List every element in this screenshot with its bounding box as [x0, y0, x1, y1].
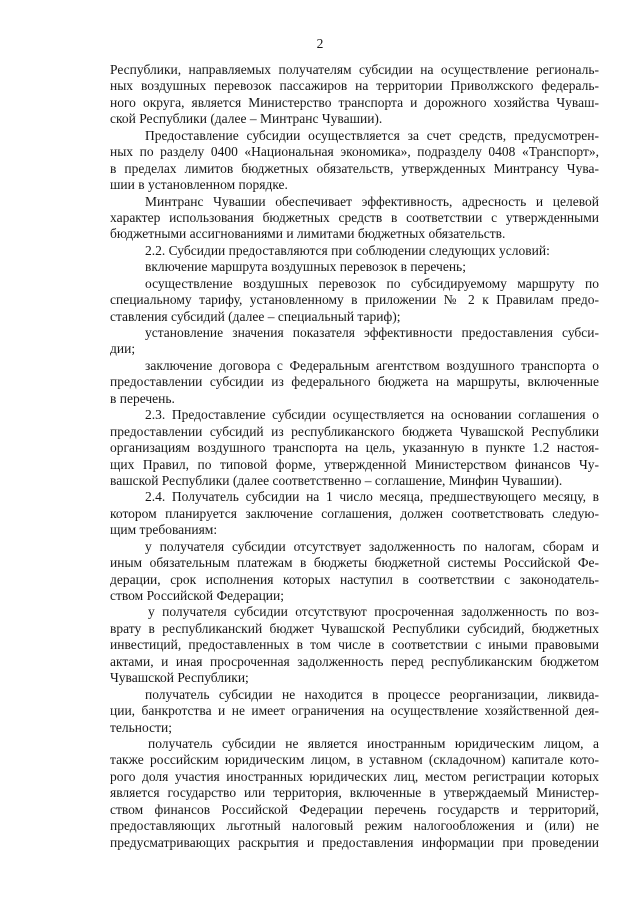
text-line: тельности; [110, 719, 172, 735]
text-line: организациям воздушного транспорта на цель, указанную в пункте 1.2 настоя- [110, 440, 599, 456]
text-line: бюджетными ассигнованиями и лимитами бюджетных обязательств. [110, 226, 506, 242]
text-line: Чувашской Республики; [110, 670, 249, 686]
text-line: в перечень. [110, 390, 175, 406]
text-line: щим требованиям: [110, 522, 218, 538]
text-line: дии; [110, 341, 136, 357]
text-line: характер использования бюджетных средств в соответствии с утвержденными [110, 209, 599, 225]
text-line: дерации, срок исполнения которых наступил в соответствии с законодатель- [110, 571, 599, 587]
text-line: ской Республики (далее – Минтранс Чувашии). [110, 111, 383, 127]
text-line: 2.2. Субсидии предоставляются при соблюдении следующих условий: [145, 242, 550, 258]
text-line: Республики, направляемых получателям субсидии на осуществление региональ- [110, 62, 599, 77]
text-line: заключение договора с Федеральным агентством воздушного транспорта о [145, 357, 599, 373]
text-line: предоставлении субсидий из республиканского бюджета Чувашской Республики [110, 423, 599, 439]
text-line: у получателя субсидии отсутствуют просроченная задолженность по воз- [148, 604, 599, 620]
body-text [110, 62, 599, 851]
text-line: котором планируется заключение соглашения, должен соответствовать следую- [110, 505, 599, 521]
text-line: предусматривающих раскрытия и предоставления информации при проведении [110, 834, 599, 850]
text-line: ством финансов Российской Федерации перечень государств и территорий, [110, 801, 599, 817]
text-line: шии в установленном порядке. [110, 177, 288, 193]
text-line: иным обязательным платежам в бюджеты бюджетной системы Российской Фе- [110, 555, 599, 571]
text-line: вашской Республики (далее соответственно – соглашение, Минфин Чувашии). [110, 472, 563, 488]
text-line: предоставляющих льготный налоговый режим налогообложения и (или) не [110, 818, 599, 834]
text-line: актами, и иная просроченная задолженность перед республиканским бюджетом [110, 653, 599, 669]
text-line: у получателя субсидии отсутствует задолженность по налогам, сборам и [145, 538, 599, 554]
page-number: 2 [316, 36, 324, 51]
text-line: ставления субсидий (далее – специальный тариф); [110, 308, 401, 324]
text-line: также российским юридическим лицом, в уставном (складочном) капитале кото- [110, 752, 599, 768]
text-line: установление значения показателя эффективности предоставления субси- [145, 325, 599, 340]
text-line: специальному тарифу, установленному в приложении № 2 к Правилам предо- [110, 292, 599, 308]
text-line: осуществление воздушных перевозок по субсидируемому маршруту по [145, 275, 599, 291]
text-line: ции, банкротства и не имеет ограничения на осуществление хозяйственной дея- [110, 703, 599, 719]
text-line: инвестиций, предоставленных в том числе в соответствии с иными правовыми [110, 637, 599, 653]
text-line: 2.4. Получатель субсидии на 1 число месяца, предшествующего месяцу, в [145, 489, 599, 505]
text-line: получатель субсидии не является иностранным юридическим лицом, а [148, 735, 599, 751]
text-line: ных по разделу 0400 «Национальная экономика», подразделу 0408 «Транспорт», [110, 144, 599, 160]
text-line: включение маршрута воздушных перевозок в перечень; [145, 259, 466, 275]
text-line: является государство или территория, включенные в утверждаемый Министер- [110, 785, 599, 801]
text-line: ных воздушных перевозок пассажиров на территории Приволжского федераль- [110, 78, 599, 94]
text-line: рого доля участия иностранных юридических лиц, местом регистрации которых [110, 768, 599, 784]
text-line: предоставлении субсидии из федерального бюджета на маршруты, включенные [110, 374, 599, 390]
text-line: ством Российской Федерации; [110, 588, 284, 603]
text-line: получатель субсидии не находится в процессе реорганизации, ликвида- [145, 686, 599, 702]
text-line: ного округа, является Министерство транспорта и дорожного хозяйства Чуваш- [110, 94, 599, 110]
text-line: Предоставление субсидии осуществляется за счет средств, предусмотрен- [145, 127, 599, 143]
text-line: Минтранс Чувашии обеспечивает эффективность, адресность и целевой [145, 193, 599, 209]
text-line: 2.3. Предоставление субсидии осуществляется на основании соглашения о [145, 407, 599, 423]
text-line: щих Правил, по типовой форме, утвержденной Министерством финансов Чу- [110, 456, 599, 472]
text-line: в пределах лимитов бюджетных обязательств, утвержденных Минтрансу Чува- [110, 160, 599, 176]
text-line: врату в республиканский бюджет Чувашской Республики субсидий, бюджетных [110, 620, 599, 636]
